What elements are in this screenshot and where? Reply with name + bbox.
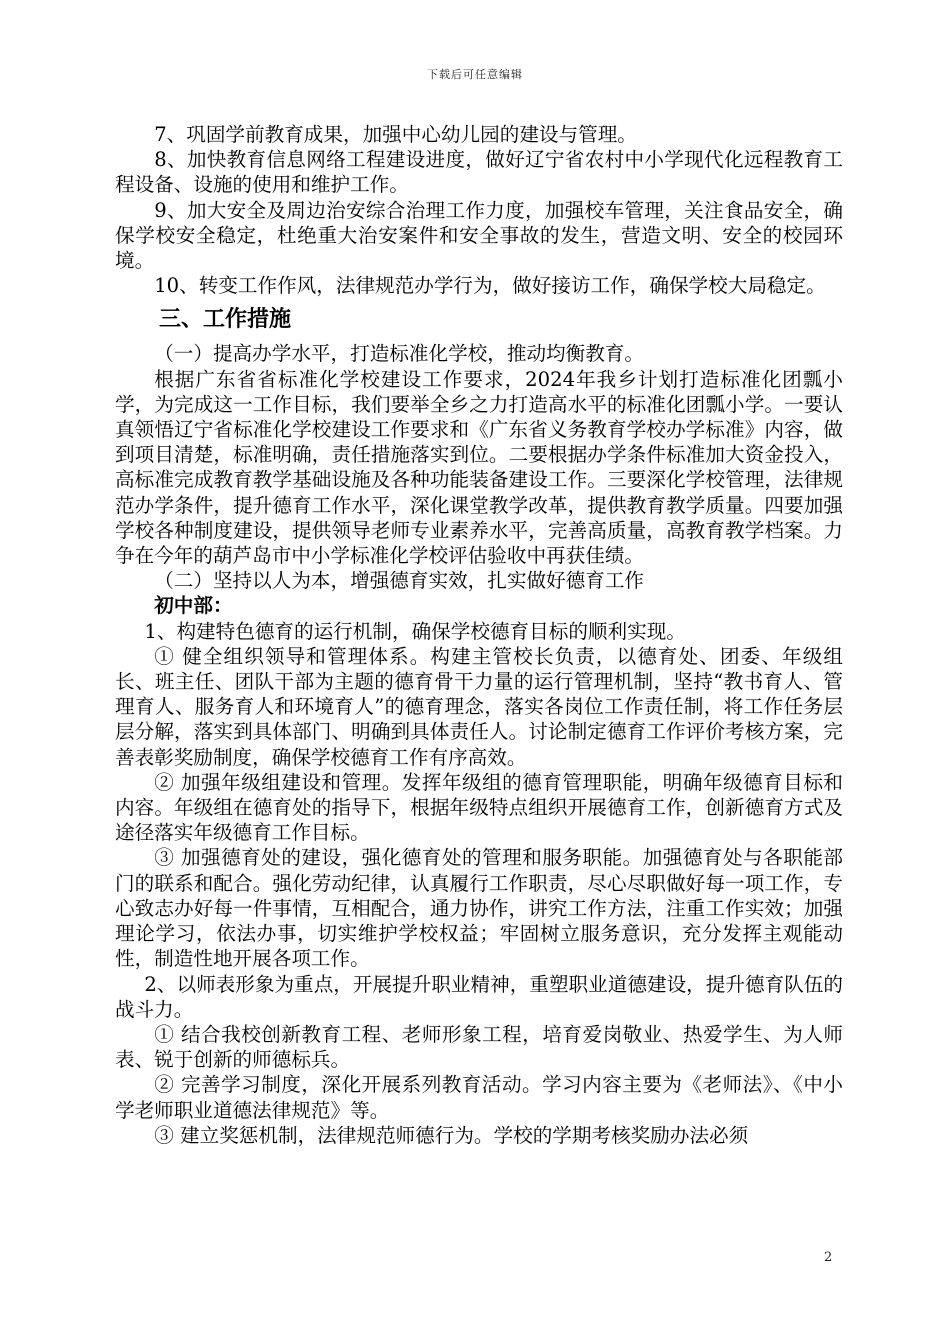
point-1-title: 1、构建特色德育的运行机制，确保学校德育目标的顺利实现。 [144,619,686,643]
point-1-item-3: ③ 加强德育处的建设，强化德育处的管理和服务职能。加强德育处与各职能部门的联系和配合。强化劳动纪律，认真履行工作职责，尽心尽职做好每一项工作，专心致志办好每一件事情，互相配合，通力协作，讲究工作方法，注重工作实效；加强理论学习，依法办事，切实维护学校权益；牢固树立服务意识，充分发挥主观能动性，制造性地开展各项工作。 [115,846,843,971]
paragraph-item-9: 9、加大安全及周边治安综合治理工作力度，加强校车管理，关注食品安全，确保学校安全稳定，杜绝重大治安案件和安全事故的发生，营造文明、安全的校园环境。 [115,198,843,273]
page-number: 2 [824,1250,833,1265]
section-heading: 三、工作措施 [159,306,292,333]
junior-division-label: 初中部： [154,594,233,618]
point-2-item-2: ② 完善学习制度，深化开展系列教育活动。学习内容主要为《老师法》、《中小学老师职业道德法律规范》等。 [115,1073,843,1122]
paragraph-item-8: 8、加快教育信息网络工程建设进度，做好辽宁省农村中小学现代化远程教育工程设备、设施的使用和维护工作。 [115,148,843,197]
paragraph-standardization: 根据广东省省标准化学校建设工作要求，2024年我乡计划打造标准化团瓢小学，为完成这一工作目标，我们要举全乡之力打造高水平的标准化团瓢小学。一要认真领悟辽宁省标准化学校建设工作要求和《广东省义务教育学校办学标准》内容，做到项目清楚，标准明确，责任措施落实到位。二要根据办学条件标准加大资金投入，高标准完成教育教学基础设施及各种功能装备建设工作。三要深化学校管理，法律规范办学条件，提升德育工作水平，深化课堂教学改革，提供教育教学质量。四要加强学校各种制度建设，提供领导老师专业素养水平，完善高质量，高教育教学档案。力争在今年的葫芦岛市中小学标准化学校评估验收中再获佳绩。 [115,367,843,568]
document-body [115,122,843,1148]
subsection-title-1: （一）提高办学水平，打造标准化学校，推动均衡教育。 [154,342,645,366]
point-1-item-1: ① 健全组织领导和管理体系。构建主管校长负责，以德育处、团委、年级组长、班主任、团队干部为主题的德育骨干力量的运行管理机制，坚持“教书育人、管理育人、服务育人和环境育人”的德育理念，落实各岗位工作责任制，将工作任务层层分解，落实到具体部门、明确到具体责任人。讨论制定德育工作评价考核方案，完善表彰奖励制度，确保学校德育工作有序高效。 [115,644,843,769]
paragraph-item-10: 10、转变工作作风，法律规范办学行为，做好接访工作，确保学校大局稳定。 [154,274,826,298]
header-note: 下载后可任意编辑 [427,68,523,81]
point-2-item-3: ③ 建立奖惩机制，法律规范师德行为。学校的学期考核奖励办法必须 [154,1123,749,1147]
point-2-title: 2、以师表形象为重点，开展提升职业精神，重塑职业道德建设，提升德育队伍的战斗力。 [115,972,843,1021]
point-2-item-1: ① 结合我校创新教育工程、老师形象工程，培育爱岗敬业、热爱学生、为人师表、锐于创新的师德标兵。 [115,1022,843,1072]
point-1-item-2: ② 加强年级组建设和管理。发挥年级组的德育管理职能，明确年级德育目标和内容。年级组在德育处的指导下，根据年级特点组织开展德育工作，创新德育方式及途径落实年级德育工作目标。 [115,770,843,845]
paragraph-item-7: 7、巩固学前教育成果，加强中心幼儿园的建设与管理。 [154,123,637,146]
subsection-title-2: （二）坚持以人为本，增强德育实效，扎实做好德育工作 [154,569,645,593]
